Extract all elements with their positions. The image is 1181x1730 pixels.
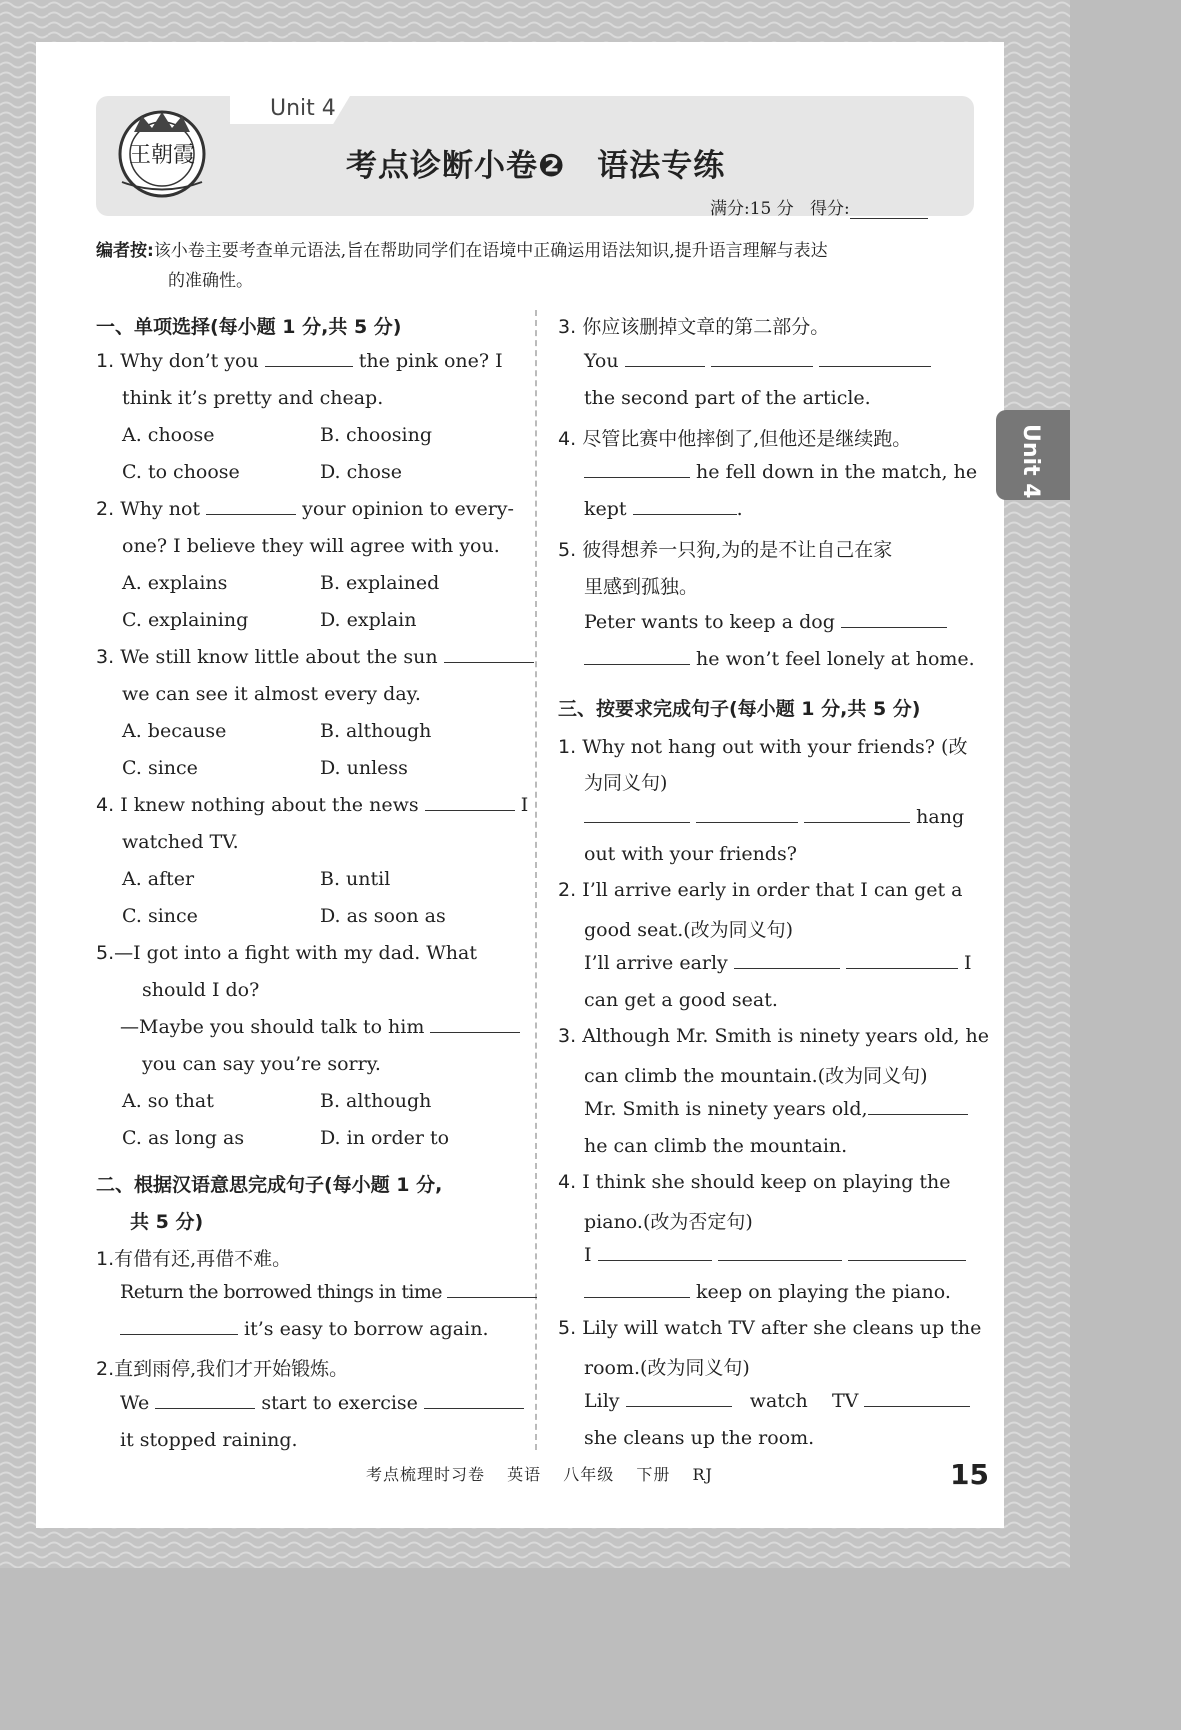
option[interactable]: C. since [122, 757, 198, 779]
answer-blank[interactable] [804, 806, 910, 823]
s3-q5: 5. Lily will watch TV after she cleans up the [558, 1317, 982, 1339]
answer-blank[interactable] [868, 1098, 968, 1115]
answer-blank[interactable] [734, 952, 840, 969]
s1-q5-reply-cont: you can say you’re sorry. [142, 1053, 381, 1075]
score-line [710, 194, 928, 219]
section-2-heading: 二、根据汉语意思完成句子(每小题 1 分, [96, 1174, 443, 1196]
option[interactable]: B. although [320, 1090, 432, 1112]
note-label: 编者按: [96, 241, 154, 261]
answer-blank[interactable] [447, 1281, 537, 1298]
s3-q4-answer-cont: keep on playing the piano. [584, 1281, 951, 1303]
footer-book: 考点梳理时习卷 [366, 1465, 486, 1484]
answer-blank[interactable] [633, 498, 737, 515]
option[interactable]: B. although [320, 720, 432, 742]
side-tab-label: Unit 4 [1018, 424, 1043, 499]
answer-blank[interactable] [120, 1318, 238, 1335]
s1-q3: 3. We still know little about the sun [96, 646, 534, 668]
answer-blank[interactable] [155, 1392, 255, 1409]
s3-q3-cont: can climb the mountain.(改为同义句) [584, 1065, 928, 1087]
page-title: 考点诊断小卷❷ 语法专练 [346, 148, 726, 184]
section-3-heading: 三、按要求完成句子(每小题 1 分,共 5 分) [558, 698, 921, 720]
answer-blank[interactable] [584, 648, 690, 665]
answer-blank[interactable] [841, 611, 947, 628]
answer-blank[interactable] [848, 1244, 966, 1261]
answer-blank[interactable] [424, 1392, 524, 1409]
option[interactable]: B. choosing [320, 424, 433, 446]
s2-q2-en: We start to exercise [120, 1392, 524, 1414]
answer-blank[interactable] [584, 806, 690, 823]
s3-q2-answer: I’ll arrive early I [584, 952, 972, 974]
s3-q1-answer-cont: out with your friends? [584, 843, 797, 865]
svg-text:王朝霞: 王朝霞 [128, 143, 196, 168]
s3-q3: 3. Although Mr. Smith is ninety years old, he [558, 1025, 990, 1047]
wangchaoxia-logo-icon [112, 102, 212, 202]
s3-q4-answer: I [584, 1244, 966, 1266]
answer-blank[interactable] [718, 1244, 842, 1261]
option[interactable]: A. choose [122, 424, 215, 446]
page-number: 15 [950, 1458, 989, 1491]
footer-grade: 八年级 [563, 1465, 615, 1484]
answer-blank[interactable] [584, 1281, 690, 1298]
option[interactable]: D. as soon as [320, 905, 446, 927]
s2-q1-en: Return the borrowed things in time [120, 1281, 537, 1303]
answer-blank[interactable] [711, 350, 813, 367]
s3-q3-answer-cont: he can climb the mountain. [584, 1135, 848, 1157]
s3-q1-answer: hang [584, 806, 964, 828]
answer-blank[interactable] [864, 1390, 970, 1407]
s3-q2: 2. I’ll arrive early in order that I can get a [558, 879, 963, 901]
note-text: 该小卷主要考查单元语法,旨在帮助同学们在语境中正确运用语法知识,提升语言理解与表达 [153, 241, 828, 261]
s1-q4-cont: watched TV. [122, 831, 239, 853]
option[interactable]: C. as long as [122, 1127, 245, 1149]
s1-q1-cont: think it’s pretty and cheap. [122, 387, 384, 409]
s2-q5-cn-cont: 里感到孤独。 [584, 576, 699, 598]
option[interactable]: C. explaining [122, 609, 249, 631]
answer-blank[interactable] [425, 794, 515, 811]
s2-q2-cn: 2.直到雨停,我们才开始锻炼。 [96, 1358, 349, 1380]
s3-q2-answer-cont: can get a good seat. [584, 989, 778, 1011]
s1-q5: 5.—I got into a fight with my dad. What [96, 942, 478, 964]
answer-blank[interactable] [846, 952, 958, 969]
s1-q2: 2. Why not your opinion to every- [96, 498, 514, 520]
note-text-2: 的准确性。 [168, 271, 253, 291]
s3-q3-answer: Mr. Smith is ninety years old, [584, 1098, 968, 1120]
unit-label: Unit 4 [270, 96, 336, 121]
s1-q4: 4. I knew nothing about the news I [96, 794, 529, 816]
option[interactable]: D. unless [320, 757, 408, 779]
option[interactable]: D. chose [320, 461, 402, 483]
unit-side-tab [996, 410, 1070, 500]
s2-q4-en: he fell down in the match, he [584, 461, 977, 483]
answer-blank[interactable] [819, 350, 931, 367]
s3-q1: 1. Why not hang out with your friends? (改 [558, 736, 968, 758]
option[interactable]: D. explain [320, 609, 417, 631]
score-full: 满分:15 分 [710, 199, 794, 219]
option[interactable]: C. since [122, 905, 198, 927]
answer-blank[interactable] [696, 806, 798, 823]
s3-q2-cont: good seat.(改为同义句) [584, 919, 794, 941]
option[interactable]: A. explains [122, 572, 228, 594]
s1-q3-cont: we can see it almost every day. [122, 683, 421, 705]
s2-q4-en-cont: kept . [584, 498, 743, 520]
s2-q1-cn: 1.有借有还,再借不难。 [96, 1248, 292, 1270]
s3-q4-cont: piano.(改为否定句) [584, 1211, 753, 1233]
s2-q5-en-cont: he won’t feel lonely at home. [584, 648, 975, 670]
column-divider [535, 310, 537, 1450]
s2-q4-cn: 4. 尽管比赛中他摔倒了,但他还是继续跑。 [558, 428, 912, 450]
s3-q5-answer: Lily watch TV [584, 1390, 970, 1412]
section-1-heading: 一、单项选择(每小题 1 分,共 5 分) [96, 316, 402, 338]
footer-edition: RJ [692, 1465, 713, 1484]
option[interactable]: D. in order to [320, 1127, 450, 1149]
answer-blank[interactable] [444, 646, 534, 663]
footer-subject: 英语 [507, 1465, 542, 1484]
s3-q1-cont: 为同义句) [584, 772, 668, 794]
score-blank[interactable] [850, 202, 928, 219]
s2-q5-en: Peter wants to keep a dog [584, 611, 947, 633]
footer-term: 下册 [636, 1465, 671, 1484]
option[interactable]: A. after [122, 868, 195, 890]
option[interactable]: B. explained [320, 572, 440, 594]
option[interactable]: A. because [122, 720, 227, 742]
s2-q3-cn: 3. 你应该删掉文章的第二部分。 [558, 316, 830, 338]
answer-blank[interactable] [265, 350, 353, 367]
s1-q2-cont: one? I believe they will agree with you. [122, 535, 500, 557]
s2-q3-en: You [584, 350, 931, 372]
s1-q1: 1. Why don’t you the pink one? I [96, 350, 503, 372]
option[interactable]: A. so that [122, 1090, 214, 1112]
s2-q5-cn: 5. 彼得想养一只狗,为的是不让自己在家 [558, 539, 893, 561]
answer-blank[interactable] [206, 498, 296, 515]
s2-q2-en-cont: it stopped raining. [120, 1429, 298, 1451]
answer-blank[interactable] [626, 1390, 732, 1407]
answer-blank[interactable] [598, 1244, 712, 1261]
section-2-heading-cont: 共 5 分) [130, 1211, 204, 1233]
editor-note [96, 236, 976, 296]
s1-q5-reply: —Maybe you should talk to him [120, 1016, 520, 1038]
answer-blank[interactable] [430, 1016, 520, 1033]
s1-q5-cont: should I do? [142, 979, 260, 1001]
s3-q5-cont: room.(改为同义句) [584, 1357, 750, 1379]
s2-q1-en-cont: it’s easy to borrow again. [120, 1318, 488, 1340]
s2-q3-en-cont: the second part of the article. [584, 387, 871, 409]
s3-q4: 4. I think she should keep on playing the [558, 1171, 951, 1193]
score-label: 得分: [809, 199, 850, 219]
option[interactable]: B. until [320, 868, 391, 890]
footer [366, 1462, 729, 1485]
s3-q5-answer-cont: she cleans up the room. [584, 1427, 815, 1449]
answer-blank[interactable] [584, 461, 690, 478]
option[interactable]: C. to choose [122, 461, 240, 483]
answer-blank[interactable] [625, 350, 705, 367]
